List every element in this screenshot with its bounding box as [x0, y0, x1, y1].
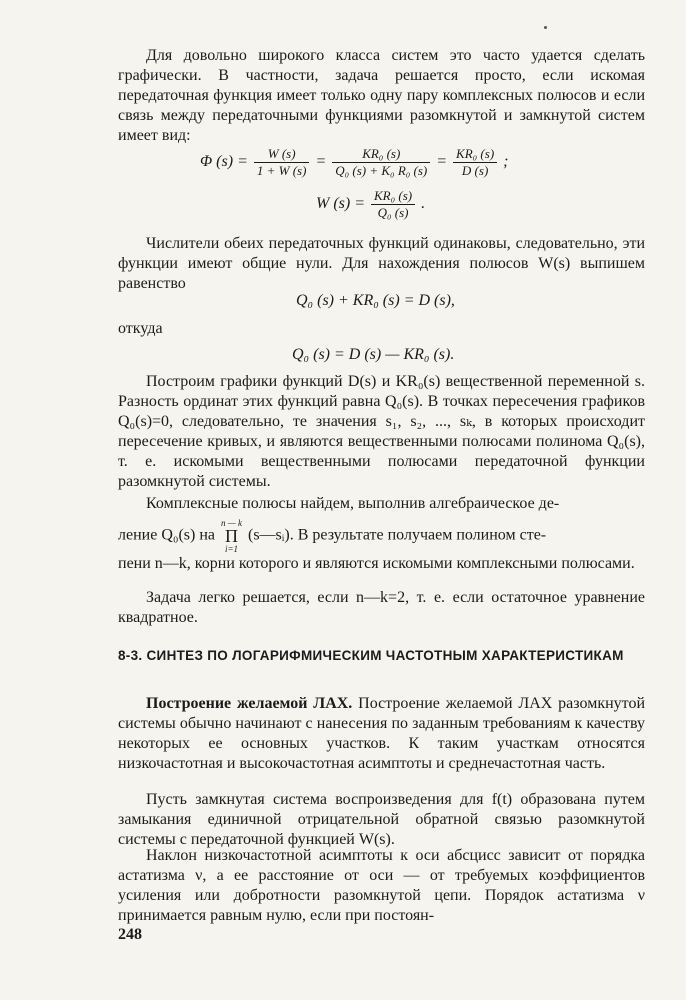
print-speck [544, 26, 547, 29]
section-heading: 8-3. СИНТЕЗ ПО ЛОГАРИФМИЧЕСКИМ ЧАСТОТНЫМ ХАРАКТЕРИСТИКАМ [118, 648, 624, 663]
text-span: ление Q₀(s) на [118, 526, 215, 544]
fraction-1 [254, 146, 310, 179]
fraction-2 [332, 146, 430, 179]
equals-sign: = [315, 153, 327, 171]
paragraph-zeros [118, 234, 645, 294]
equation-sum: Q₀ (s) + KR₀ (s) = D (s), [296, 292, 455, 309]
paragraph-text: Задача легко решается, если n—k=2, т. е. если остаточное уравнение квадратное. [118, 589, 645, 626]
paragraph-text [118, 694, 645, 774]
fraction-w [371, 188, 415, 221]
fraction-denominator: 1 + W (s) [256, 163, 307, 178]
equation-q0: Q₀ (s) = D (s) — KR₀ (s). [292, 346, 455, 363]
equation-phi [200, 146, 508, 179]
equals-sign: = [436, 153, 448, 171]
fraction-denominator: D (s) [461, 163, 489, 178]
page-number: 248 [118, 926, 142, 943]
paragraph-quadratic [118, 588, 645, 628]
paragraph-text: пени n—k, корни которого и являются искомыми комплексными полюсами. [118, 555, 635, 572]
paragraph-text: Наклон низкочастотной асимптоты к оси абсцисс зависит от порядка астатизма ν, а ее расстояние от оси — от требуемых коэффициентов усиления или добротности разомкнутой цепи. Порядок астатизма ν принимается равным нулю, если при постоян- [118, 847, 645, 924]
paragraph-complex-poles [118, 494, 645, 574]
fraction-numerator: KR₀ (s) [453, 146, 497, 163]
paragraph-text: откуда [118, 320, 163, 337]
paragraph-text: Числители обеих передаточных функций одинаковы, следовательно, эти функции имеют общие нули. Для нахождения полюсов W(s) выпишем равенство [118, 235, 645, 292]
paragraph-intro [118, 46, 645, 146]
run-in-heading: Построение желаемой ЛАХ. [146, 695, 353, 712]
paragraph-text: Комплексные полюсы найдем, выполнив алгебраическое де- [146, 495, 560, 512]
paragraph-lah [118, 694, 645, 774]
product-operator [221, 518, 242, 554]
paragraph-slope [118, 846, 645, 926]
eq-lhs: Φ (s) = [200, 153, 248, 171]
fraction-denominator: Q₀ (s) + K₀ R₀ (s) [335, 163, 428, 178]
paragraph-text: Пусть замкнутая система воспроизведения для f(t) образована путем замыкания единичной отрицательной обратной связью разомкнутой системы с передаточной функцией W(s). [118, 791, 645, 848]
semicolon: ; [503, 153, 509, 171]
period: . [421, 195, 426, 213]
product-upper-limit: n — k [221, 518, 242, 528]
paragraph-graphs [118, 372, 645, 492]
product-symbol: Π [225, 526, 238, 546]
product-lower-limit: i=1 [224, 544, 239, 554]
fraction-3 [453, 146, 497, 179]
paragraph-text: Для довольно широкого класса систем это часто удается сделать графически. В частности, задача решается просто, если искомая передаточная функция имеет только одну пару комплексных полюсов и если связь между передаточными функциями разомкнутой и замкнутой систем имеет вид: [118, 47, 645, 144]
fraction-numerator: KR₀ (s) [371, 188, 415, 205]
fraction-denominator: Q₀ (s) [377, 205, 409, 220]
text-span: (s—sᵢ). В результате получаем полином сте- [248, 526, 547, 544]
word-otkuda [118, 319, 645, 339]
fraction-numerator: W (s) [254, 146, 310, 163]
paragraph-text: Построим графики функций D(s) и KR₀(s) вещественной переменной s. Разность ординат этих функций равна Q₀(s). В точках пересечения графиков Q₀(s)=0, следовательно, те значения s₁, s₂, ..., sₖ, в которых происходит пересечение кривых, и являются вещественными полюсами полинома Q₀(s), т. е. искомыми вещественными полюсами передаточной функции разомкнутой системы. [118, 373, 645, 490]
equation-w [316, 188, 425, 221]
eq-lhs: W (s) = [316, 195, 366, 213]
text-span: Построение желаемой ЛАХ разомкнутой системы обычно начинают с нанесения по заданным требованиям к качеству некоторых ее основных участков. К таким участкам относятся низкочастотная и высокочастотная асимптоты и среднечастотная часть. [118, 695, 645, 772]
product-line [118, 518, 645, 554]
fraction-numerator: KR₀ (s) [332, 146, 430, 163]
paragraph-closed-system [118, 790, 645, 850]
